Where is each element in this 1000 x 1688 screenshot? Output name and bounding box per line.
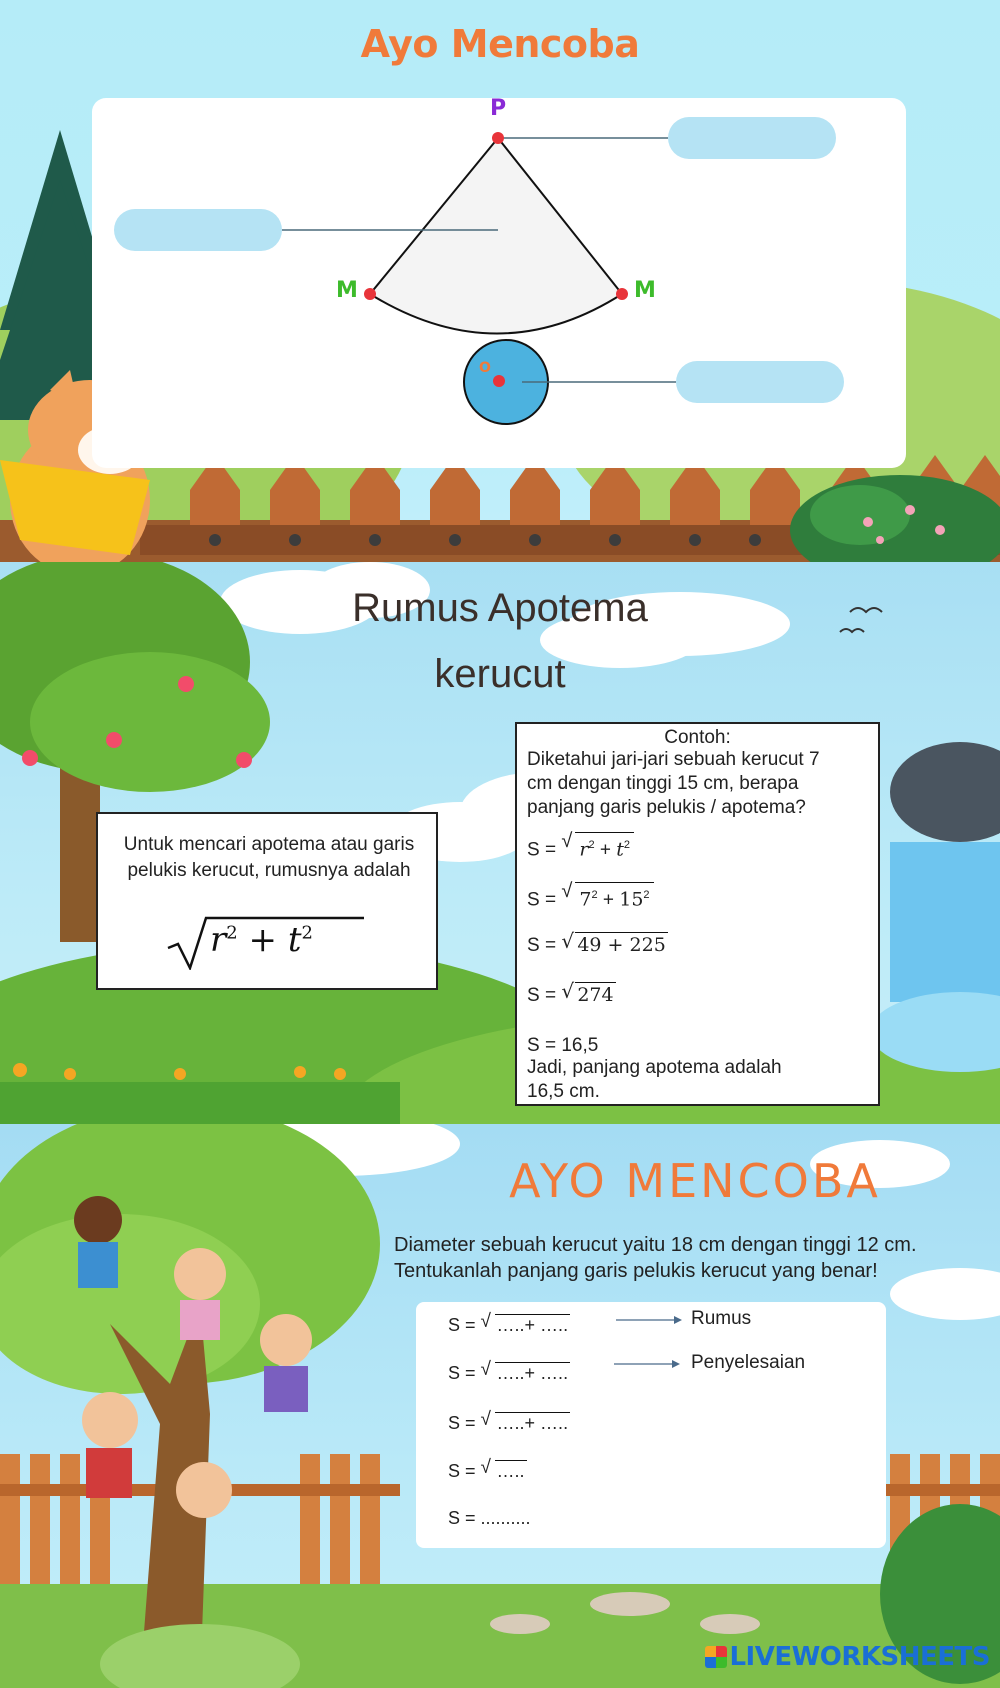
example-step1 xyxy=(527,832,634,862)
formula-description: Untuk mencari apotema atau garis pelukis kerucut, rumusnya adalah xyxy=(123,834,415,881)
vertex-label-p: P xyxy=(490,96,507,121)
base-point-right xyxy=(616,288,628,300)
exercise-step2[interactable]: S = √ …..+ ….. xyxy=(448,1359,569,1383)
section-cone-labeling xyxy=(0,0,1000,562)
logo-text: LIVEWORKSHEETS xyxy=(729,1642,990,1672)
example-problem-line2: cm dengan tinggi 15 cm, berapa xyxy=(527,773,799,794)
example-step4: S = √ 274 xyxy=(527,979,614,1006)
center-point xyxy=(493,375,505,387)
example-box xyxy=(515,722,880,1106)
liveworksheets-logo[interactable] xyxy=(705,1642,990,1672)
arrow-rumus-icon xyxy=(674,1316,682,1324)
answer-input-radius[interactable] xyxy=(676,361,844,403)
question-line1: Diameter sebuah kerucut yaitu 18 cm dengan tinggi 12 cm. xyxy=(394,1234,917,1256)
formula-box xyxy=(96,812,438,990)
answer-input-apex[interactable] xyxy=(668,117,836,159)
base-point-left xyxy=(364,288,376,300)
example-problem-line3: panjang garis pelukis / apotema? xyxy=(527,797,806,818)
label-rumus: Rumus xyxy=(691,1308,752,1329)
sqrt-r-t: √ $r^2 + t^2$ xyxy=(575,832,634,862)
vertex-label-m-left: M xyxy=(336,278,358,303)
answer-input-slant[interactable] xyxy=(114,209,282,251)
exercise-title: AYO MENCOBA xyxy=(509,1154,881,1208)
formula-exp-t: 2 xyxy=(301,922,313,944)
exercise-step4[interactable]: S = √ ….. xyxy=(448,1457,525,1481)
formula-expression xyxy=(210,920,313,960)
example-step2: S = √ $7^2 + 15^2$ xyxy=(527,882,654,912)
example-heading: Contoh: xyxy=(664,727,731,748)
example-conclusion-line2: 16,5 cm. xyxy=(527,1081,600,1102)
formula-plus: + xyxy=(248,920,278,960)
exercise-step1[interactable]: S = √ …..+ ….. xyxy=(448,1311,569,1335)
page-title: Ayo Mencoba xyxy=(360,22,640,66)
example-problem-line1: Diketahui jari-jari sebuah kerucut 7 xyxy=(527,749,820,770)
exercise-step5[interactable]: S = .......... xyxy=(448,1508,531,1528)
formula-var-r: r xyxy=(210,920,227,960)
vertex-label-m-right: M xyxy=(634,278,656,303)
section-exercise xyxy=(0,1124,1000,1688)
arrow-penyelesaian-icon xyxy=(672,1360,680,1368)
example-conclusion-line1: Jadi, panjang apotema adalah xyxy=(527,1057,782,1078)
question-line2: Tentukanlah panjang garis pelukis kerucut yang benar! xyxy=(394,1260,878,1282)
apex-point xyxy=(492,132,504,144)
arrows xyxy=(614,1312,686,1372)
section-title-line2: kerucut xyxy=(434,652,566,696)
formula-var-t: t xyxy=(287,920,302,960)
s-prefix: S = xyxy=(527,839,557,861)
exercise-card xyxy=(416,1302,886,1548)
section-title-line1: Rumus Apotema xyxy=(352,586,648,630)
formula-exp-r: 2 xyxy=(226,922,238,944)
label-penyelesaian: Penyelesaian xyxy=(691,1352,806,1373)
exercise-question xyxy=(394,1232,974,1284)
example-step5: S = 16,5 xyxy=(527,1035,599,1056)
cone-diagram-card xyxy=(92,98,906,468)
example-step3: S = √ 49 + 225 xyxy=(527,929,666,956)
section-formula xyxy=(0,562,1000,1124)
exercise-step3[interactable]: S = √ …..+ ….. xyxy=(448,1409,569,1433)
center-label-o: O xyxy=(479,360,491,376)
logo-icon xyxy=(705,1646,727,1668)
